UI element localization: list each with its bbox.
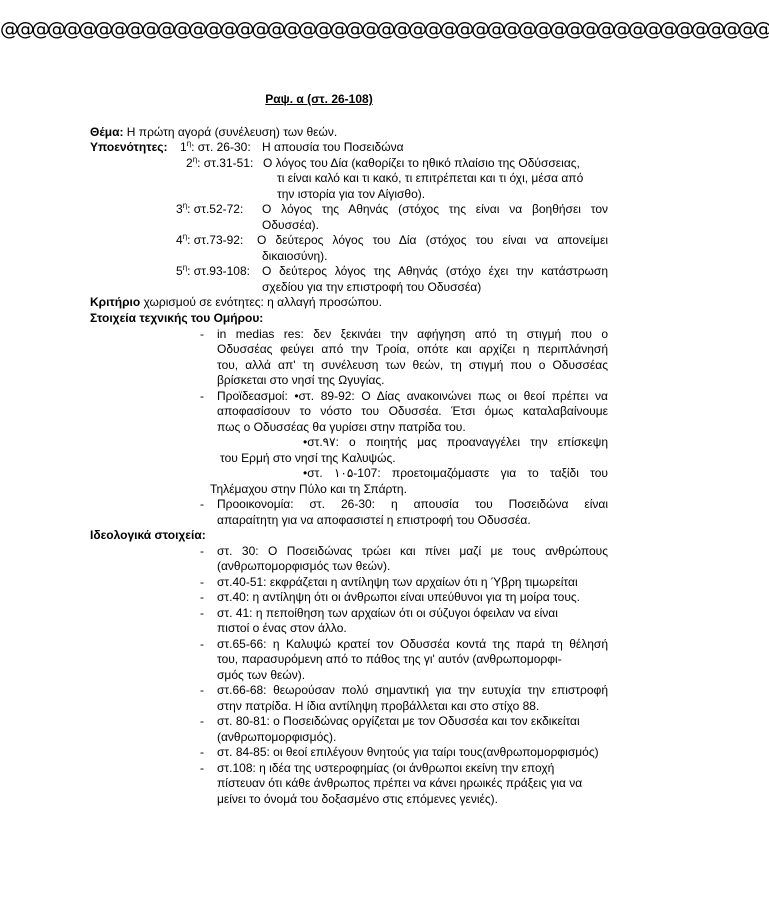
bullet-dash: - [200, 497, 204, 511]
technique-item-line: βρίσκεται στο νησί της Ωγυγίας. [217, 373, 385, 387]
ideology-item-line: σμός των θεών). [217, 668, 306, 682]
criterion-text: χωρισμού σε ενότητες: η αλλαγή προσώπου. [140, 295, 382, 309]
subunit-1-text: Η απουσία του Ποσειδώνα [262, 140, 404, 154]
technique-item-line: in medias res: δεν ξεκινάει την αφήγηση από τη στιγμή που ο [217, 327, 608, 341]
bullet-dash: - [200, 714, 204, 728]
ideology-item-line: του, παρασυρόμενη από το πάθος της γι' αυτόν (ανθρωπομορφι- [217, 652, 562, 666]
decorative-border-top: @@@@@@@@@@@@@@@@@@@@@@@@@@@@@@@@@@@@@@@@@@@@@@@@@ [0, 18, 769, 40]
criterion-line [90, 295, 382, 311]
ideology-item-line: στ.65-66: η Καλυψώ κρατεί τον Οδυσσέα κοντά της παρά τη θέλησή [217, 637, 608, 651]
bullet-dash: - [200, 637, 204, 651]
technique-label: Στοιχεία τεχνικής του Ομήρου: [90, 311, 264, 325]
subunit-2-heading: $2^\eta$: στ.31-51: [186, 155, 254, 170]
ideology-item-line: (ανθρωπομορφισμός των θεών). [217, 559, 391, 573]
bullet-dash: - [200, 606, 204, 620]
subunits-label: Υποενότητες: [90, 140, 168, 154]
ideology-label: Ιδεολογικά στοιχεία: [90, 528, 206, 542]
foreshadowing-sub-line: του Ερμή στο νησί της Καλυψώς. [220, 451, 396, 465]
theme-label: Θέμα: [90, 125, 124, 139]
subunit-3-heading: $3^\eta$: στ.52-72: [176, 201, 244, 216]
ideology-item-line: στ. 30: Ο Ποσειδώνας τρώει και πίνει μαζί με τους ανθρώπους [217, 544, 608, 558]
technique-item-line: του, αλλά απ' τη συνέλευση των θεών, τη στιγμή που ο Οδυσσέας [217, 358, 608, 372]
foreshadowing-sub-line: •στ.۹۷: ο ποιητής μας προαναγγέλει την επίσκεψη [303, 435, 608, 449]
bullet-dash: - [200, 683, 204, 697]
bullet-dash: - [200, 761, 204, 775]
bullet-dash: - [200, 327, 204, 341]
technique-item-line: Προϊδεασμοί: •στ. 89-92: Ο Δίας ανακοινώνει πως οι θεοί πρέπει να [217, 389, 608, 403]
technique-item-line: Προοικονομία: στ. 26-30: η απουσία του Ποσειδώνα είναι [217, 497, 608, 511]
subunit-2-text-line: τι είναι καλό και τι κακό, τι επιτρέπεται και τι όχι, μέσα από [277, 171, 584, 185]
subunit-2-text-line: Ο λόγος του Δία (καθορίζει το ηθικό πλαίσιο της Οδύσσειας, [263, 156, 580, 170]
ideology-item-line: (ανθρωπομορφισμός). [217, 730, 337, 744]
bullet-dash: - [200, 575, 204, 589]
subunit-3-text-line: Οδυσσέα). [262, 218, 320, 232]
subunit-1-heading: $1^\eta$: στ. 26-30: [180, 139, 251, 154]
page-title: Ραψ. α (στ. 26-108) [265, 92, 373, 106]
bullet-dash: - [200, 745, 204, 759]
ideology-item-line: στην πατρίδα. Η ίδια αντίληψη προβάλλεται και στο στίχο 88. [217, 699, 540, 713]
ideology-item-line: στ. 80-81: ο Ποσειδώνας οργίζεται με τον Οδυσσέα και τον εκδικείται [217, 714, 580, 728]
foreshadowing-sub-line: Τηλέμαχου στην Πύλο και τη Σπάρτη. [210, 482, 407, 496]
ideology-item-line: στ.40-51: εκφράζεται η αντίληψη των αρχαίων ότι η Ύβρη τιμωρείται [217, 575, 578, 589]
ideology-item-line: στ. 41: η πεποίθηση των αρχαίων ότι οι σύζυγοι όφειλαν να είναι [217, 606, 558, 620]
bullet-dash: - [200, 590, 204, 604]
subunit-3-text-line: Ο λόγος της Αθηνάς (στόχος της είναι να βοηθήσει τον [262, 202, 608, 216]
theme-line [90, 125, 337, 141]
subunit-4-text-line: δικαιοσύνη). [262, 249, 328, 263]
subunit-4-text-line: Ο δεύτερος λόγος του Δία (στόχος του είναι να απονείμει [257, 233, 608, 247]
subunit-4-heading: $4^\eta$: στ.73-92: [176, 232, 244, 247]
theme-text: Η πρώτη αγορά (συνέλευση) των θεών. [123, 125, 338, 139]
subunit-2-text-line: την ιστορία για τον Αίγισθο). [277, 187, 426, 201]
subunit-5-text-line: σχεδίου για την επιστροφή του Οδυσσέα) [262, 280, 482, 294]
technique-item-line: πως ο Οδυσσέας θα γυρίσει στην πατρίδα του. [217, 420, 466, 434]
ideology-item-line: μείνει το όνομά του δοξασμένο στις επόμενες γενιές). [217, 792, 498, 806]
technique-item-line: Οδυσσέας φεύγει από την Τροία, οπότε και αρχίζει η περιπλάνησή [217, 342, 608, 356]
ideology-item-line: στ. 84-85: οι θεοί επιλέγουν θνητούς για ταίρι τους(ανθρωπομορφισμός) [217, 745, 599, 759]
technique-item-line: απαραίτητη για να αποφασιστεί η επιστροφή του Οδυσσέα. [217, 513, 531, 527]
technique-item-line: αποφασίσουν το νόστο του Οδυσσέα. Έτσι όμως καταλαβαίνουμε [217, 404, 608, 418]
bullet-dash: - [200, 389, 204, 403]
ideology-item-line: στ.40: η αντίληψη ότι οι άνθρωποι είναι υπεύθυνοι για τη μοίρα τους. [217, 590, 580, 604]
subunit-5-text-line: Ο δεύτερος λόγος της Αθηνάς (στόχο έχει την κατάστρωση [262, 264, 608, 278]
ideology-item-line: στ.108: η ιδέα της υστεροφημίας (οι άνθρωποι εκείνη την εποχή [217, 761, 555, 775]
bullet-dash: - [200, 544, 204, 558]
ideology-item-line: πίστευαν ότι κάθε άνθρωπος πρέπει να κάνει ηρωικές πράξεις για να [217, 776, 583, 790]
subunit-5-heading: $5^\eta$: στ.93-108: [176, 263, 250, 278]
foreshadowing-sub-line: •στ. ۱۰۵-107: προετοιμαζόμαστε για το ταξίδι του [303, 466, 608, 480]
ideology-item-line: στ.66-68: θεωρούσαν πολύ σημαντική για την ευτυχία την επιστροφή [217, 683, 608, 697]
ideology-item-line: πιστοί ο ένας στον άλλο. [217, 621, 347, 635]
criterion-label: Κριτήριο [90, 295, 141, 309]
